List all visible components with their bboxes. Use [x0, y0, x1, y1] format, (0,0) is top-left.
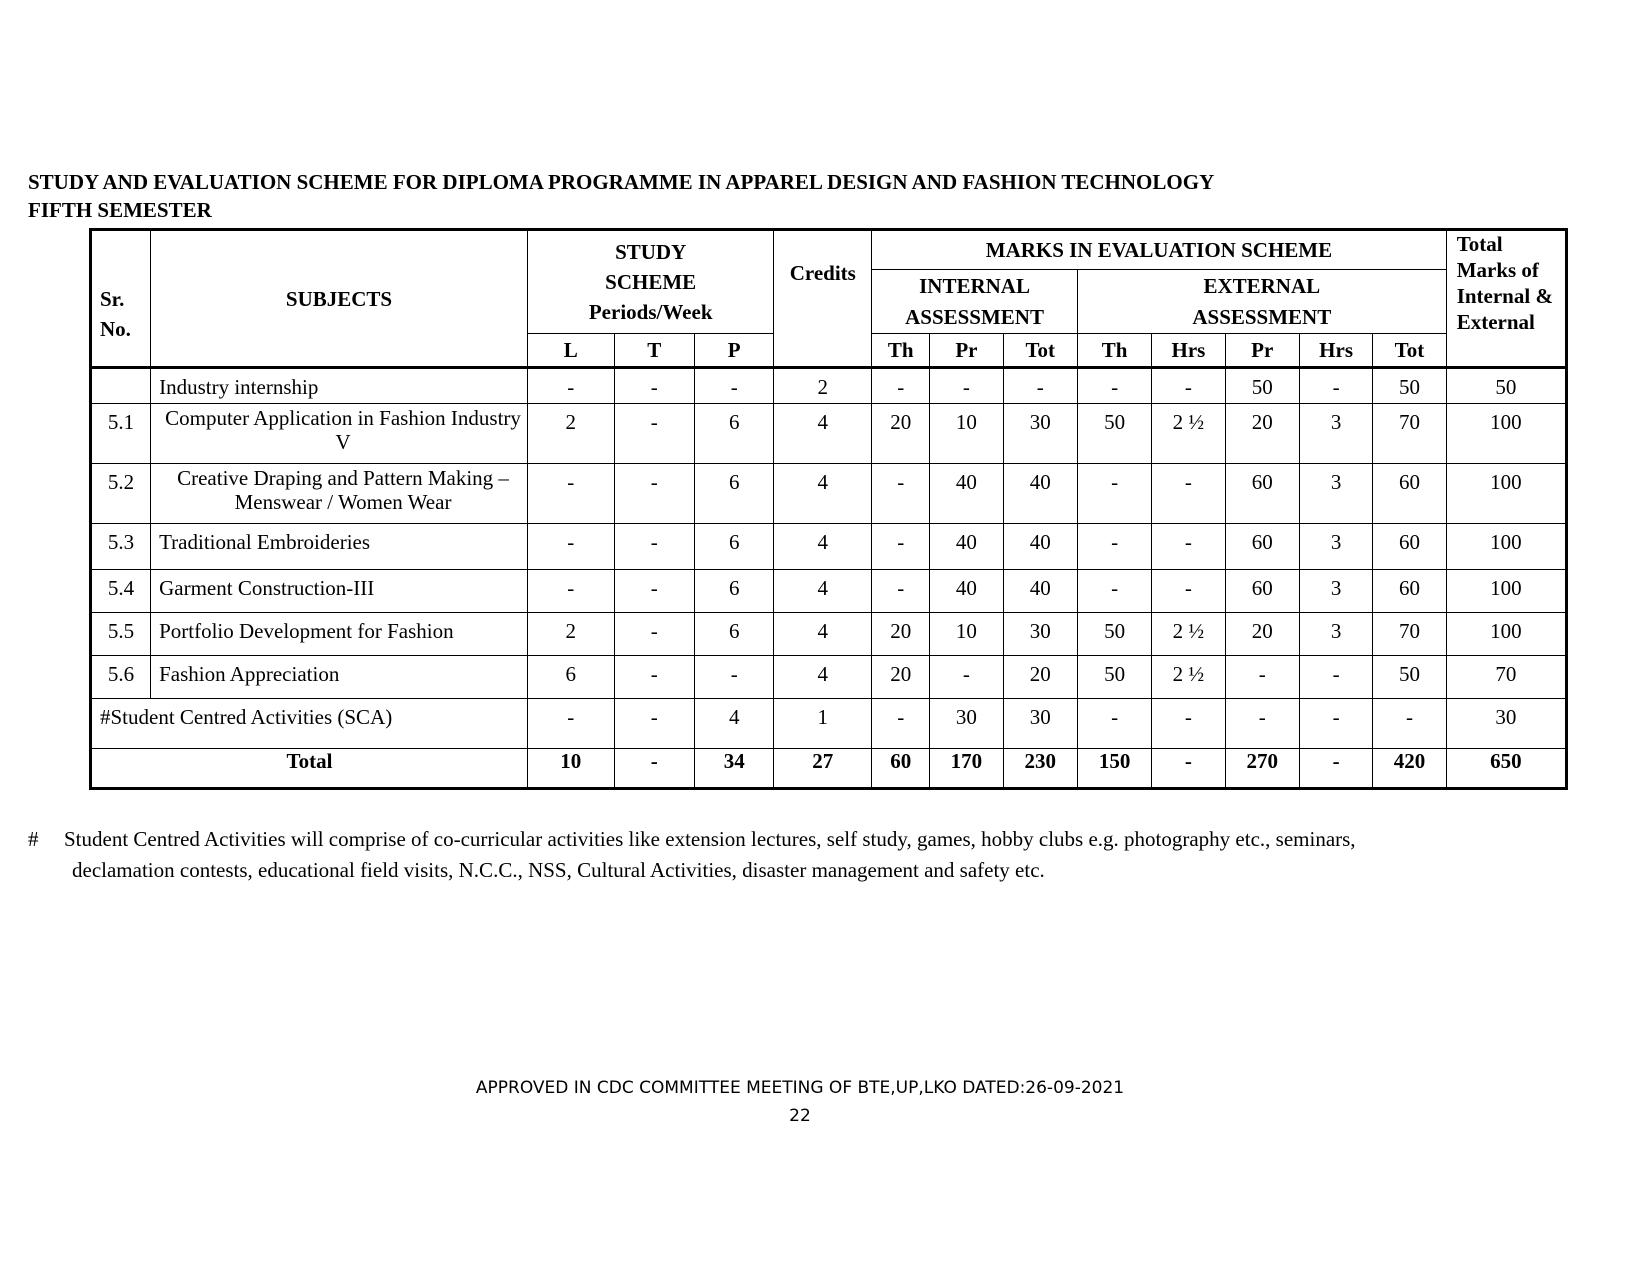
cell-ext-hrs-1: - — [1152, 464, 1225, 524]
cell-credits: 4 — [774, 613, 872, 656]
cell-l: 6 — [527, 656, 614, 699]
cell-ext-pr: 270 — [1225, 749, 1299, 789]
cell-ext-tot: 50 — [1373, 656, 1446, 699]
footnote-line-1 — [28, 824, 1588, 855]
cell-total-label: Total — [91, 749, 528, 789]
table-row — [91, 656, 1567, 699]
cell-ext-hrs-1: - — [1152, 699, 1225, 749]
cell-int-pr: 40 — [930, 570, 1003, 613]
cell-l: 10 — [527, 749, 614, 789]
cell-int-pr: - — [930, 656, 1003, 699]
cell-ext-hrs-2: 3 — [1299, 570, 1372, 613]
cell-ext-hrs-2: - — [1299, 368, 1372, 404]
page-number: 22 — [789, 1106, 811, 1126]
cell-sca-label: #Student Centred Activities (SCA) — [91, 699, 528, 749]
cell-p: - — [694, 656, 773, 699]
cell-t: - — [614, 524, 694, 570]
evaluation-scheme-table — [89, 228, 1568, 790]
cell-ext-th: - — [1077, 699, 1151, 749]
cell-credits: 27 — [774, 749, 872, 789]
cell-ext-th: 150 — [1077, 749, 1151, 789]
cell-sr: 5.4 — [91, 570, 151, 613]
cell-ext-hrs-2: 3 — [1299, 613, 1372, 656]
cell-int-pr: 40 — [930, 464, 1003, 524]
cell-int-th: 20 — [872, 404, 930, 464]
cell-ext-hrs-1: 2 ½ — [1152, 613, 1225, 656]
cell-ext-th: - — [1077, 570, 1151, 613]
header-int-pr: Pr — [930, 334, 1003, 368]
cell-p: 4 — [694, 699, 773, 749]
cell-ext-tot: 70 — [1373, 404, 1446, 464]
cell-credits: 4 — [774, 404, 872, 464]
header-subjects: SUBJECTS — [151, 230, 528, 368]
cell-ext-hrs-2: 3 — [1299, 524, 1372, 570]
cell-ext-pr: 60 — [1225, 464, 1299, 524]
title-line-2: FIFTH SEMESTER — [28, 198, 212, 222]
cell-int-tot: 40 — [1003, 570, 1077, 613]
cell-ext-pr: 20 — [1225, 404, 1299, 464]
cell-t: - — [614, 656, 694, 699]
cell-p: 6 — [694, 613, 773, 656]
cell-ext-th: - — [1077, 368, 1151, 404]
cell-sr: 5.3 — [91, 524, 151, 570]
cell-l: - — [527, 464, 614, 524]
cell-t: - — [614, 368, 694, 404]
cell-ext-pr: 60 — [1225, 524, 1299, 570]
footnote-line-2: declamation contests, educational field visits, N.C.C., NSS, Cultural Activities, disaster management and safety etc. — [72, 858, 1045, 882]
cell-ext-hrs-1: 2 ½ — [1152, 404, 1225, 464]
cell-sr: 5.2 — [91, 464, 151, 524]
title-line-1: STUDY AND EVALUATION SCHEME FOR DIPLOMA PROGRAMME IN APPAREL DESIGN AND FASHION TECHNOLOGY — [28, 170, 1215, 194]
cell-ext-hrs-2: - — [1299, 749, 1372, 789]
cell-ext-pr: - — [1225, 656, 1299, 699]
cell-int-pr: - — [930, 368, 1003, 404]
cell-int-th: 20 — [872, 613, 930, 656]
table-row — [91, 464, 1567, 524]
cell-subject: Garment Construction-III — [151, 570, 528, 613]
header-ext-hrs-1: Hrs — [1152, 334, 1225, 368]
cell-int-tot: 40 — [1003, 524, 1077, 570]
cell-l: - — [527, 570, 614, 613]
cell-ext-tot: 60 — [1373, 570, 1446, 613]
cell-ext-th: - — [1077, 464, 1151, 524]
cell-ext-hrs-1: - — [1152, 524, 1225, 570]
table-row — [91, 404, 1567, 464]
footnote-text-1: Student Centred Activities will comprise of co-curricular activities like extension lectures, self study, games, hobby clubs e.g. photography etc., seminars, — [64, 827, 1356, 851]
cell-int-tot: 20 — [1003, 656, 1077, 699]
header-l: L — [527, 334, 614, 368]
footnote — [28, 824, 1588, 886]
cell-int-pr: 10 — [930, 404, 1003, 464]
header-study-scheme: STUDY SCHEME Periods/Week — [527, 230, 773, 334]
header-ext-tot: Tot — [1373, 334, 1446, 368]
header-credits: Credits — [774, 230, 872, 368]
cell-total: 30 — [1446, 699, 1566, 749]
cell-ext-pr: 50 — [1225, 368, 1299, 404]
cell-int-pr: 40 — [930, 524, 1003, 570]
cell-l: - — [527, 699, 614, 749]
cell-subject: Creative Draping and Pattern Making – Menswear / Women Wear — [151, 464, 528, 524]
cell-ext-hrs-2: - — [1299, 699, 1372, 749]
approval-text: APPROVED IN CDC COMMITTEE MEETING OF BTE,UP,LKO DATED:26-09-2021 — [475, 1078, 1125, 1098]
cell-int-tot: - — [1003, 368, 1077, 404]
cell-l: - — [527, 368, 614, 404]
header-t: T — [614, 334, 694, 368]
cell-total: 100 — [1446, 570, 1566, 613]
cell-total: 650 — [1446, 749, 1566, 789]
cell-int-th: - — [872, 699, 930, 749]
cell-int-pr: 30 — [930, 699, 1003, 749]
header-external-assessment: EXTERNAL ASSESSMENT — [1077, 270, 1446, 334]
table-row — [91, 570, 1567, 613]
cell-sr: 5.1 — [91, 404, 151, 464]
cell-int-th: 20 — [872, 656, 930, 699]
cell-ext-hrs-2: 3 — [1299, 404, 1372, 464]
table-row-sca — [91, 699, 1567, 749]
cell-ext-th: 50 — [1077, 613, 1151, 656]
header-marks-evaluation: MARKS IN EVALUATION SCHEME — [872, 230, 1447, 270]
cell-int-tot: 30 — [1003, 613, 1077, 656]
cell-ext-tot: 60 — [1373, 464, 1446, 524]
cell-int-pr: 170 — [930, 749, 1003, 789]
cell-ext-hrs-2: 3 — [1299, 464, 1372, 524]
header-p: P — [694, 334, 773, 368]
header-sr-no: Sr. No. — [91, 230, 151, 368]
cell-total: 100 — [1446, 404, 1566, 464]
cell-int-th: - — [872, 524, 930, 570]
cell-ext-pr: - — [1225, 699, 1299, 749]
cell-total: 50 — [1446, 368, 1566, 404]
cell-p: 6 — [694, 404, 773, 464]
cell-credits: 4 — [774, 656, 872, 699]
cell-credits: 2 — [774, 368, 872, 404]
header-ext-pr: Pr — [1225, 334, 1299, 368]
cell-p: 6 — [694, 464, 773, 524]
cell-int-th: - — [872, 464, 930, 524]
table-row-total — [91, 749, 1567, 789]
cell-ext-hrs-1: - — [1152, 570, 1225, 613]
cell-credits: 4 — [774, 570, 872, 613]
cell-ext-hrs-1: 2 ½ — [1152, 656, 1225, 699]
cell-int-tot: 230 — [1003, 749, 1077, 789]
cell-ext-hrs-2: - — [1299, 656, 1372, 699]
cell-t: - — [614, 570, 694, 613]
cell-t: - — [614, 613, 694, 656]
cell-t: - — [614, 699, 694, 749]
cell-credits: 4 — [774, 464, 872, 524]
cell-credits: 1 — [774, 699, 872, 749]
cell-t: - — [614, 749, 694, 789]
cell-subject: Fashion Appreciation — [151, 656, 528, 699]
cell-ext-pr: 60 — [1225, 570, 1299, 613]
cell-total: 100 — [1446, 613, 1566, 656]
cell-sr: 5.6 — [91, 656, 151, 699]
cell-subject: Traditional Embroideries — [151, 524, 528, 570]
header-int-th: Th — [872, 334, 930, 368]
cell-p: 6 — [694, 570, 773, 613]
cell-ext-hrs-1: - — [1152, 749, 1225, 789]
cell-int-tot: 30 — [1003, 404, 1077, 464]
cell-ext-th: 50 — [1077, 404, 1151, 464]
cell-int-tot: 30 — [1003, 699, 1077, 749]
cell-int-th: - — [872, 368, 930, 404]
cell-ext-tot: 420 — [1373, 749, 1446, 789]
cell-subject: Portfolio Development for Fashion — [151, 613, 528, 656]
cell-t: - — [614, 404, 694, 464]
cell-total: 100 — [1446, 524, 1566, 570]
footnote-symbol: # — [28, 827, 39, 851]
cell-p: 34 — [694, 749, 773, 789]
cell-ext-tot: 60 — [1373, 524, 1446, 570]
cell-subject: Industry internship — [151, 368, 528, 404]
cell-ext-th: 50 — [1077, 656, 1151, 699]
table-row — [91, 613, 1567, 656]
cell-sr — [91, 368, 151, 404]
cell-subject: Computer Application in Fashion Industry V — [151, 404, 528, 464]
cell-p: 6 — [694, 524, 773, 570]
cell-credits: 4 — [774, 524, 872, 570]
cell-ext-pr: 20 — [1225, 613, 1299, 656]
cell-t: - — [614, 464, 694, 524]
header-ext-hrs-2: Hrs — [1299, 334, 1372, 368]
cell-l: 2 — [527, 613, 614, 656]
document-title — [28, 168, 1214, 224]
cell-total: 70 — [1446, 656, 1566, 699]
header-total-marks: Total Marks of Internal & External — [1446, 230, 1566, 368]
cell-p: - — [694, 368, 773, 404]
table-row — [91, 524, 1567, 570]
header-int-tot: Tot — [1003, 334, 1077, 368]
page-footer — [0, 1074, 1600, 1130]
header-ext-th: Th — [1077, 334, 1151, 368]
cell-int-th: 60 — [872, 749, 930, 789]
cell-int-tot: 40 — [1003, 464, 1077, 524]
cell-total: 100 — [1446, 464, 1566, 524]
header-internal-assessment: INTERNAL ASSESSMENT — [872, 270, 1078, 334]
cell-ext-hrs-1: - — [1152, 368, 1225, 404]
table-row — [91, 368, 1567, 404]
cell-sr: 5.5 — [91, 613, 151, 656]
cell-l: 2 — [527, 404, 614, 464]
cell-int-th: - — [872, 570, 930, 613]
cell-int-pr: 10 — [930, 613, 1003, 656]
cell-ext-tot: - — [1373, 699, 1446, 749]
cell-ext-th: - — [1077, 524, 1151, 570]
cell-l: - — [527, 524, 614, 570]
cell-ext-tot: 50 — [1373, 368, 1446, 404]
cell-ext-tot: 70 — [1373, 613, 1446, 656]
